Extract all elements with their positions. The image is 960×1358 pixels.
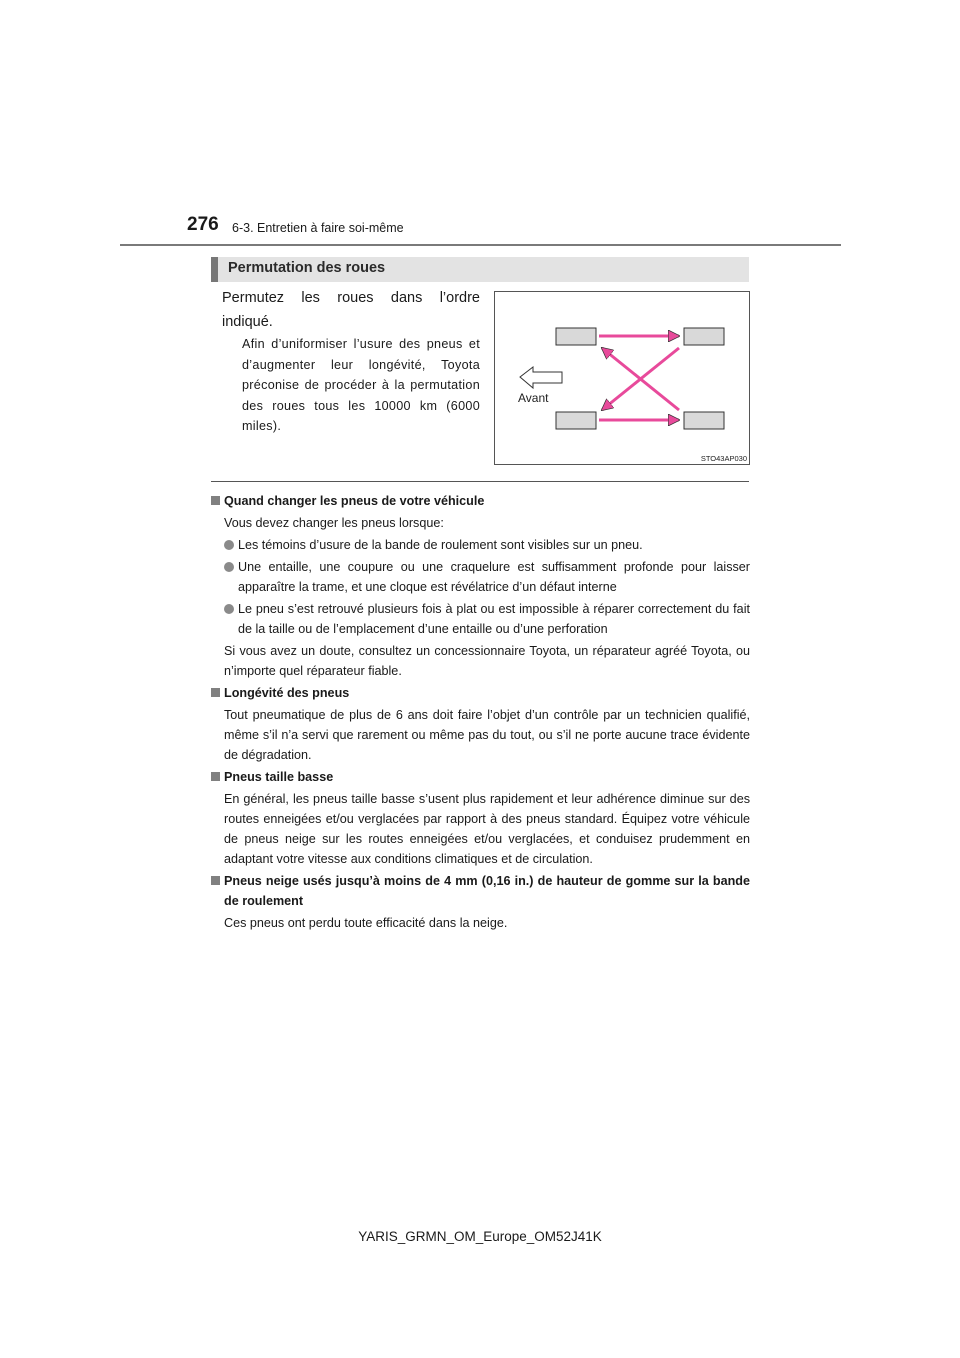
subheading-text: Longévité des pneus [224,686,350,700]
list-item [211,599,750,639]
subheading-low-profile-tires [211,767,750,787]
page-number: 276 [187,214,219,235]
subheading-text: Quand changer les pneus de votre véhicule [224,494,485,508]
section-rule [211,481,749,482]
section-reference: 6-3. Entretien à faire soi-même [232,221,404,235]
section-heading [211,257,749,282]
square-bullet-icon [211,772,220,781]
circle-bullet-icon [224,562,234,572]
circle-bullet-icon [224,540,234,550]
figure-code: STO43AP030 [700,454,747,463]
content-body [211,489,750,933]
subheading-worn-snow-tires [211,871,750,911]
rotation-note: Afin d’uniformiser l’usure des pneus et d’augmenter leur longévité, Toyota préconise de procéder à la permutation des roues tous les 10000 km (6000 miles). [242,337,480,433]
list-item-text: Les témoins d’usure de la bande de roulement sont visibles sur un pneu. [238,538,643,552]
wheel-rear-left [556,412,596,429]
paragraph: En général, les pneus taille basse s’usent plus rapidement et leur adhérence diminue sur des routes enneigées et/ou verglacées par rapport à des pneus standard. Équipez votre véhicule de pneus neige sur les routes enneigées et/ou verglacées, et conduisez prudemment en adaptant votre vitesse aux conditions climatiques et de circulation. [224,792,750,866]
list-item-text: Le pneu s’est retrouvé plusieurs fois à plat ou est impossible à réparer correctement du fait de la taille ou de l’emplacement d’une entaille ou d’une perforation [238,602,750,636]
wheel-rear-right [684,412,724,429]
subheading-tire-longevity [211,683,750,703]
front-direction-arrow-icon [520,367,562,388]
square-bullet-icon [211,876,220,885]
subheading-when-to-change [211,491,750,511]
paragraph: Tout pneumatique de plus de 6 ans doit faire l’objet d’un contrôle par un technicien qualifié, même s’il n’a servi que rarement ou même pas du tout, ou s’il ne porte aucune trace évidente de dégradation. [224,708,750,762]
wheel-rotation-figure [494,291,750,465]
square-bullet-icon [211,688,220,697]
list-item-text: Une entaille, une coupure ou une craquelure est suffisamment profonde pour laisser apparaître la trame, et une cloque est révélatrice d’un défaut interne [238,560,750,594]
square-bullet-icon [211,496,220,505]
wheel-front-left [556,328,596,345]
header-rule [120,244,841,246]
circle-bullet-icon [224,604,234,614]
wheel-front-right [684,328,724,345]
intro-text: Permutez les roues dans l’ordre indiqué. [222,290,480,330]
subheading-text: Pneus neige usés jusqu’à moins de 4 mm (0,16 in.) de hauteur de gomme sur la bande de roulement [224,874,750,908]
subheading-text: Pneus taille basse [224,770,334,784]
list-item [211,535,750,555]
rotation-diagram [495,292,749,464]
paragraph: Si vous avez un doute, consultez un concessionnaire Toyota, un réparateur agréé Toyota, ou n’importe quel réparateur fiable. [224,644,750,678]
front-label: Avant [518,391,549,405]
section-title: Permutation des roues [228,260,386,276]
paragraph: Ces pneus ont perdu toute efficacité dans la neige. [224,916,508,930]
paragraph: Vous devez changer les pneus lorsque: [224,516,444,530]
document-code-footer: YARIS_GRMN_OM_Europe_OM52J41K [358,1229,602,1244]
list-item [211,557,750,597]
